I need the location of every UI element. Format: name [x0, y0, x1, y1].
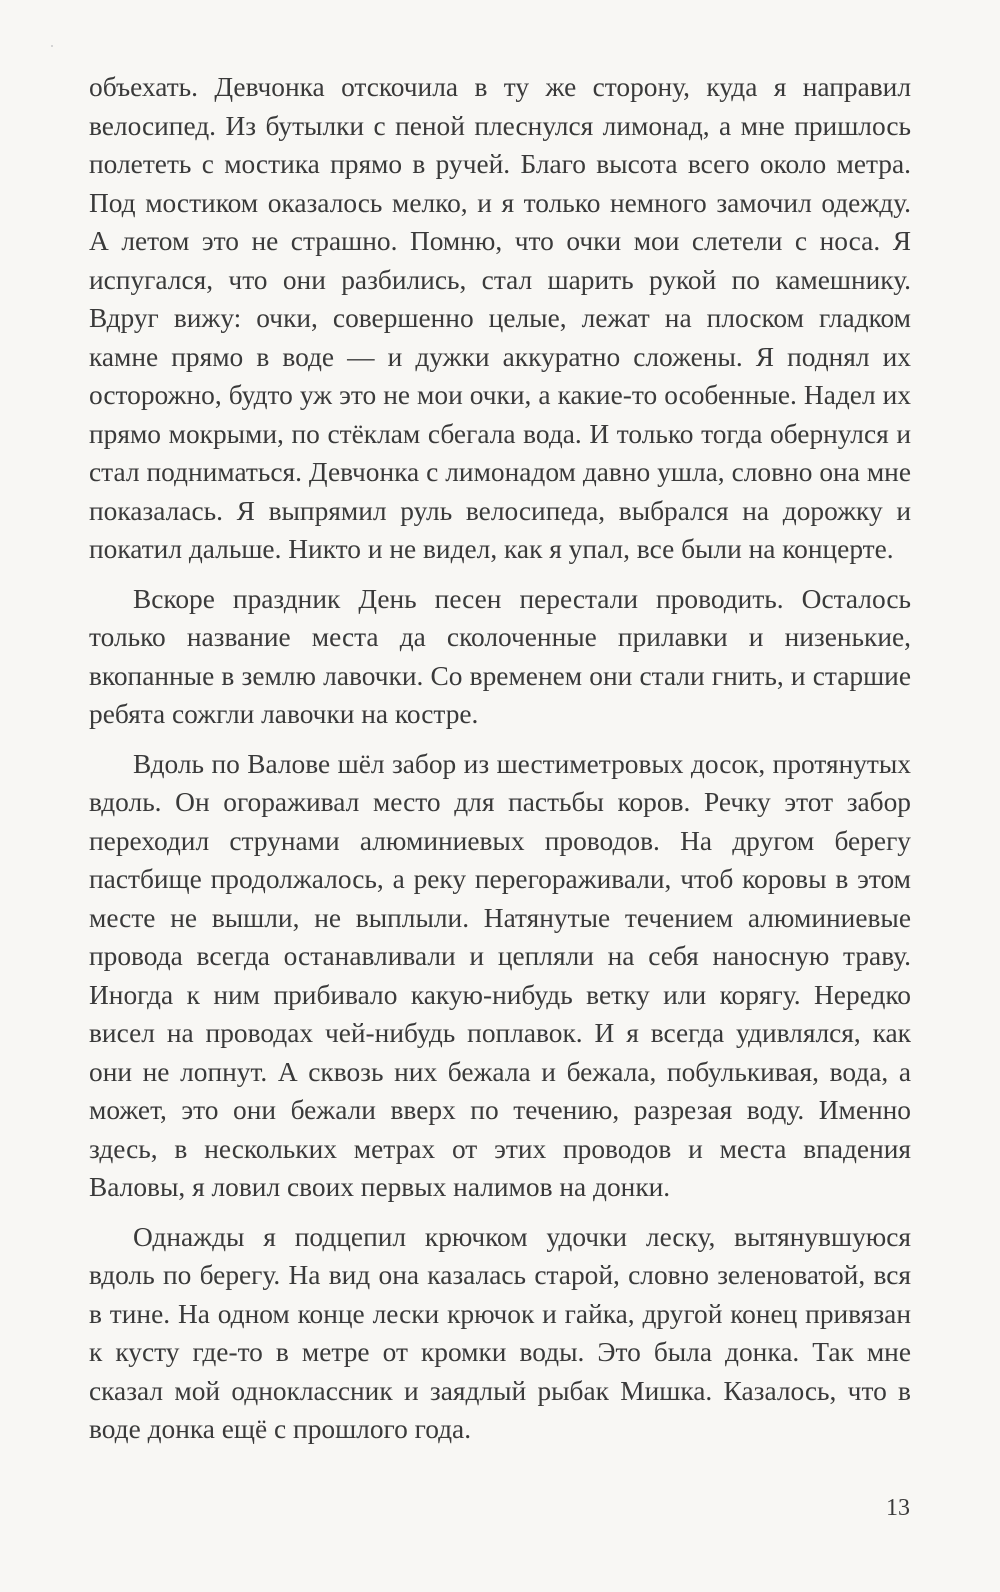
paragraph-3: Вдоль по Валове шёл забор из шестиметровых досок, протянутых вдоль. Он огораживал место для пастьбы коров. Речку этот забор переходил струнами алюминиевых проводов. На другом берегу пастбище продолжалось, а реку перегораживали, чтоб коровы в этом месте не вышли, не выплыли. Натянутые течением алюминиевые провода всегда останавливали и цепляли на себя наносную траву. Иногда к ним прибивало какую-нибудь ветку или корягу. Нередко висел на проводах чей-нибудь поплавок. И я всегда удивлялся, как они не лопнут. А сквозь них бежала и бежала, побулькивая, вода, а может, это они бежали вверх по течению, разрезая воду. Именно здесь, в нескольких метрах от этих проводов и места впадения Валовы, я ловил своих первых налимов на донки. — [89, 748, 911, 1202]
page-number: 13 — [886, 1495, 910, 1521]
paragraph-1: объехать. Девчонка отскочила в ту же сторону, куда я направил велосипед. Из бутылки с пеной плеснулся лимонад, а мне пришлось полететь с мостика прямо в ручей. Благо высота всего около метра. Под мостиком оказалось мелко, и я только немного замочил одежду. А летом это не страшно. Помню, что очки мои слетели с носа. Я испугался, что они разбились, стал шарить рукой по камешнику. Вдруг вижу: очки, совершенно целые, лежат на плоском гладком камне прямо в воде — и дужки аккуратно сложены. Я поднял их осторожно, будто уж это не мои очки, а какие-то особенные. Надел их прямо мокрыми, по стёклам сбегала вода. И только тогда обернулся и стал подниматься. Девчонка с лимонадом давно ушла, словно она мне показалась. Я выпрямил руль велосипеда, выбрался на дорожку и покатил дальше. Никто и не видел, как я упал, все были на концерте. — [89, 72, 911, 564]
body-text — [89, 68, 911, 1449]
paragraph-4: Однажды я подцепил крючком удочки леску, вытянувшуюся вдоль по берегу. На вид она казалась старой, словно зеленоватой, вся в тине. На одном конце лески крючок и гайка, другой конец привязан к кусту где-то в метре от кромки воды. Это была донка. Так мне сказал мой одноклассник и заядлый рыбак Мишка. Казалось, что в воде донка ещё с прошлого года. — [89, 1221, 911, 1444]
paragraph-2: Вскоре праздник День песен перестали проводить. Осталось только название места да сколоченные прилавки и низенькие, вкопанные в землю лавочки. Со временем они стали гнить, и старшие ребята сожгли лавочки на костре. — [89, 583, 911, 729]
paper-speck — [51, 45, 53, 47]
